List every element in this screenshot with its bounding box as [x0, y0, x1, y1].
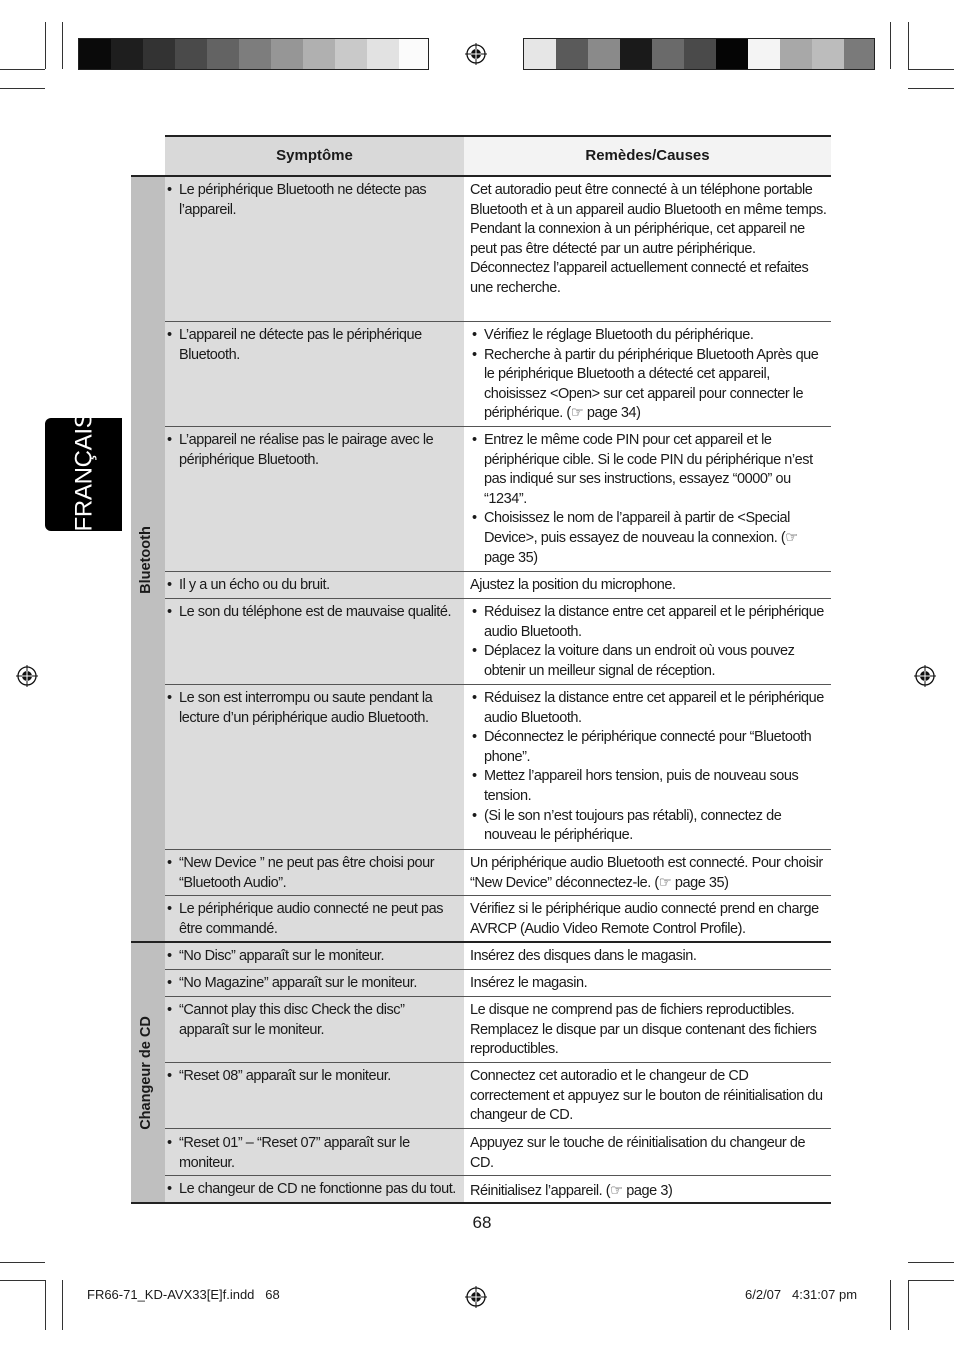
color-bar-left [78, 38, 429, 70]
crop-mark [62, 22, 63, 69]
table-row [165, 431, 457, 470]
symptom-text: • Le périphérique audio connecté ne peut pas être commandé. [165, 900, 457, 939]
symptom-text: • Le son est interrompu ou saute pendant la lecture d’un périphérique audio Bluetooth. [165, 689, 457, 728]
symptom-text: • “New Device ” ne peut pas être choisi pour “Bluetooth Audio”. [165, 854, 457, 893]
row-divider [165, 1128, 831, 1129]
crop-mark [0, 1280, 45, 1281]
remedy-item: • Recherche à partir du périphérique Bluetooth Après que le périphérique Bluetooth a détecté cet appareil, choisissez <Open> sur cet appareil pour connecter le périphérique. (☞ page 34) [470, 346, 830, 424]
row-divider [165, 598, 831, 599]
registration-mark-icon [16, 665, 38, 687]
remedy-cell [470, 854, 830, 893]
table-row [165, 181, 457, 220]
section-label-cd-changer: Changeur de CD [138, 1016, 154, 1130]
remedy-text: Appuyez sur le touche de réinitialisation du changeur de CD. [470, 1135, 806, 1171]
remedy-text: Connectez cet autoradio et le changeur de CD correctement et appuyez sur le bouton de réinitialisation du changeur de CD. [470, 1068, 823, 1124]
remedy-item: • Choisissez le nom de l’appareil à partir de <Special Device>, puis essayez de nouveau la connexion. (☞ page 35) [470, 509, 830, 568]
table-row [165, 947, 457, 967]
crop-mark [45, 22, 46, 69]
row-divider [165, 895, 831, 896]
remedy-text: Cet autoradio peut être connecté à un téléphone portable Bluetooth et à un appareil audio Bluetooth en même temps. [470, 182, 827, 218]
remedy-item: • Déconnectez le périphérique connecté pour “Bluetooth phone”. [470, 728, 830, 767]
crop-mark [0, 1262, 45, 1263]
column-header-remedy: Remèdes/Causes [585, 147, 710, 164]
page-number: 68 [472, 1213, 492, 1232]
crop-mark [62, 1280, 63, 1330]
crop-mark [890, 1280, 891, 1330]
remedy-text: Réinitialisez l’appareil. (☞ page 3) [470, 1183, 673, 1199]
remedy-cell [470, 431, 830, 568]
crop-mark [908, 88, 954, 89]
crop-mark [908, 1262, 954, 1263]
table-row [165, 326, 457, 365]
table-row [165, 576, 457, 596]
registration-mark-icon [465, 1286, 487, 1308]
symptom-text: • “Cannot play this disc Check the disc” apparaît sur le moniteur. [165, 1001, 457, 1040]
remedy-item: • Vérifiez le réglage Bluetooth du périphérique. [470, 326, 830, 346]
remedy-cell [470, 947, 830, 967]
remedy-text: Vérifiez si le périphérique audio connecté prend en charge AVRCP (Audio Video Remote Control Profile). [470, 901, 819, 937]
remedy-cell [470, 1182, 830, 1202]
remedy-text: Insérez des disques dans le magasin. [470, 948, 697, 964]
remedy-text: Pendant la connexion à un périphérique, cet appareil ne peut pas être détecté par un autre périphérique. Déconnectez l’appareil actuellement connecté et refaites une recherche. [470, 221, 809, 296]
remedy-item: • Réduisez la distance entre cet appareil et le périphérique audio Bluetooth. [470, 689, 830, 728]
crop-mark [45, 1280, 46, 1330]
table-row [165, 1067, 457, 1087]
remedy-cell [470, 900, 830, 939]
remedy-item: • Déplacez la voiture dans un endroit où vous pouvez obtenir un meilleur signal de réception. [470, 642, 830, 681]
remedy-item: • Entrez le même code PIN pour cet appareil et le périphérique cible. Si le code PIN du périphérique n’est pas indiqué sur ses instructions, essayez “0000” ou “1234”. [470, 431, 830, 509]
remedy-cell [470, 1067, 830, 1126]
remedy-item: • Mettez l’appareil hors tension, puis de nouveau sous tension. [470, 767, 830, 806]
crop-mark [908, 69, 954, 70]
row-divider [165, 1175, 831, 1176]
section-label-bluetooth: Bluetooth [138, 526, 154, 594]
crop-mark [0, 88, 45, 89]
symptom-text: • L’appareil ne détecte pas le périphérique Bluetooth. [165, 326, 457, 365]
footer-date: 6/2/07 4:31:07 pm [745, 1287, 858, 1302]
symptom-text: • Le périphérique Bluetooth ne détecte pas l’appareil. [165, 181, 457, 220]
table-row [165, 603, 457, 623]
table-row [165, 1180, 457, 1200]
symptom-text: • Le son du téléphone est de mauvaise qualité. [165, 603, 457, 623]
row-divider [165, 426, 831, 427]
symptom-text: • Le changeur de CD ne fonctionne pas du tout. [165, 1180, 457, 1200]
symptom-text: • “No Disc” apparaît sur le moniteur. [165, 947, 457, 967]
table-top-rule [165, 135, 831, 137]
symptom-text: • “No Magazine” apparaît sur le moniteur. [165, 974, 457, 994]
remedy-cell [470, 576, 830, 596]
symptom-text: • Il y a un écho ou du bruit. [165, 576, 457, 596]
remedy-item: • Réduisez la distance entre cet appareil et le périphérique audio Bluetooth. [470, 603, 830, 642]
crop-mark [890, 22, 891, 69]
crop-mark [908, 1280, 954, 1281]
column-header-symptom: Symptôme [276, 147, 353, 164]
language-tab-label: FRANÇAIS [70, 412, 98, 532]
remedy-cell [470, 1001, 830, 1060]
table-row [165, 854, 457, 893]
row-divider [165, 996, 831, 997]
crop-mark [908, 1280, 909, 1330]
remedy-cell [470, 326, 830, 424]
remedy-cell [470, 974, 830, 994]
remedy-cell [470, 689, 830, 846]
language-tab [45, 412, 122, 532]
row-divider [165, 1062, 831, 1063]
color-bar-right [523, 38, 875, 70]
table-row [165, 689, 457, 728]
row-divider [165, 684, 831, 685]
table-row [165, 900, 457, 939]
remedy-text: Insérez le magasin. [470, 975, 588, 991]
row-divider [165, 321, 831, 322]
crop-mark [908, 22, 909, 69]
remedy-item: • (Si le son n’est toujours pas rétabli), connectez de nouveau le périphérique. [470, 807, 830, 846]
remedy-text: Un périphérique audio Bluetooth est connecté. Pour choisir “New Device” déconnectez-le. (☞ page 35) [470, 855, 823, 891]
symptom-text: • L’appareil ne réalise pas le pairage avec le périphérique Bluetooth. [165, 431, 457, 470]
footer-file-info: FR66-71_KD-AVX33[E]f.indd 68 [87, 1287, 280, 1302]
table-bottom-rule [131, 1202, 831, 1204]
remedy-text: Le disque ne comprend pas de fichiers reproductibles. Remplacez le disque par un disque contenant des fichiers reproductibles. [470, 1002, 817, 1058]
crop-mark [0, 69, 45, 70]
remedy-cell [470, 181, 830, 299]
table-row [165, 1134, 457, 1173]
remedy-cell [470, 1134, 830, 1173]
section-divider [131, 941, 831, 943]
row-divider [165, 571, 831, 572]
symptom-text: • “Reset 01” – “Reset 07” apparaît sur le moniteur. [165, 1134, 457, 1173]
table-row [165, 974, 457, 994]
row-divider [165, 849, 831, 850]
row-divider [165, 969, 831, 970]
remedy-cell [470, 603, 830, 681]
registration-mark-icon [914, 665, 936, 687]
registration-mark-icon [465, 43, 487, 65]
table-row [165, 1001, 457, 1040]
symptom-text: • “Reset 08” apparaît sur le moniteur. [165, 1067, 457, 1087]
remedy-text: Ajustez la position du microphone. [470, 577, 676, 593]
